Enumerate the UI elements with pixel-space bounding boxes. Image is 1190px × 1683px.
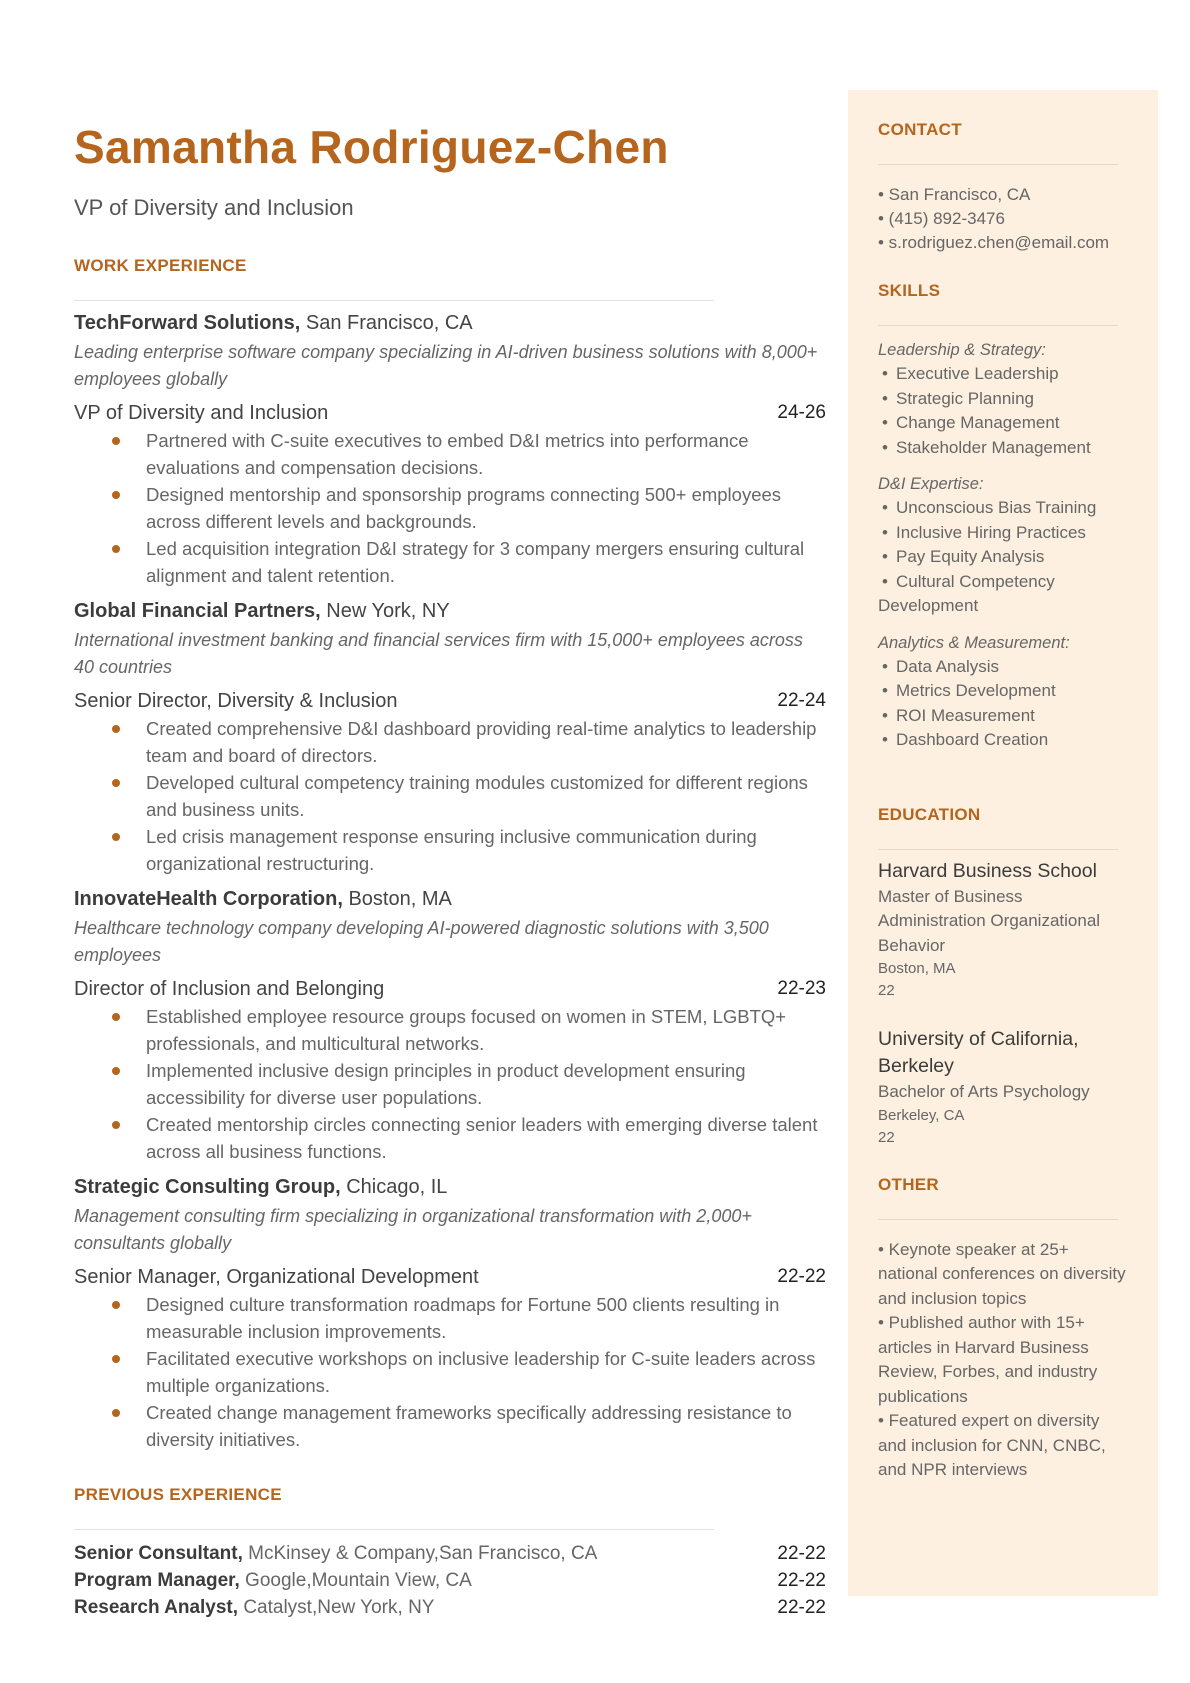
divider — [878, 164, 1118, 165]
job-entry — [74, 597, 826, 877]
skills-group — [878, 631, 1128, 753]
main-column — [74, 118, 826, 1621]
skill-text: Strategic Planning — [896, 388, 1034, 408]
achievement-text: Partnered with C-suite executives to embed D&I metrics into performance evaluations and compensation decisions. — [146, 430, 749, 478]
previous-experience-heading: PREVIOUS EXPERIENCE — [74, 1485, 282, 1504]
achievement-text: Created mentorship circles connecting senior leaders with emerging diverse talent across all business functions. — [146, 1114, 818, 1162]
achievement-list — [74, 1291, 826, 1453]
skill-item — [878, 521, 1128, 546]
school-location: Boston, MA — [878, 960, 956, 977]
skill-text: Inclusive Hiring Practices — [896, 522, 1086, 542]
company-description: Management consulting firm specializing in organizational transformation with 2,000+ consultants globally — [74, 1206, 752, 1253]
skill-text: Unconscious Bias Training — [896, 498, 1097, 517]
skills-heading: SKILLS — [878, 281, 941, 300]
degree: Bachelor of Arts Psychology — [878, 1082, 1090, 1101]
position-title: Director of Inclusion and Belonging — [74, 978, 385, 1000]
skill-text: Change Management — [896, 413, 1060, 432]
divider — [74, 1529, 714, 1530]
achievement-item — [74, 1291, 824, 1345]
achievement-list — [74, 427, 826, 589]
skill-text: Data Analysis — [896, 656, 999, 676]
company-name: InnovateHealth Corporation, — [74, 888, 343, 910]
achievement-text: Facilitated executive workshops on inclusive leadership for C-suite leaders across multiple organizations. — [146, 1348, 816, 1396]
school-location: Berkeley, CA — [878, 1106, 965, 1124]
position-dates: 22-24 — [777, 690, 826, 711]
skill-item — [878, 704, 1128, 729]
bullet-dot-icon — [112, 1013, 120, 1021]
achievement-text: Designed culture transformation roadmaps for Fortune 500 clients resulting in measurable inclusion improvements. — [146, 1294, 780, 1342]
achievement-text: Designed mentorship and sponsorship programs connecting 500+ employees across different levels and backgrounds. — [146, 484, 782, 532]
skill-category: Leadership & Strategy: — [878, 341, 1046, 359]
previous-dates: 22-22 — [777, 1597, 826, 1618]
bullet-dot-icon — [112, 1355, 120, 1363]
bullet-dot-icon — [112, 833, 120, 841]
bullet-glyph: • — [882, 522, 888, 542]
skill-item — [878, 655, 1128, 680]
previous-org: Catalyst,New York, NY — [238, 1597, 435, 1618]
achievement-text: Created comprehensive D&I dashboard providing real-time analytics to leadership team and board of directors. — [146, 718, 817, 766]
position-row — [74, 687, 826, 715]
skill-text: Executive Leadership — [896, 364, 1059, 383]
bullet-glyph: • — [882, 498, 888, 517]
company-name: TechForward Solutions, — [74, 312, 301, 334]
skill-item — [878, 679, 1128, 704]
skills-group — [878, 338, 1128, 460]
achievement-item — [74, 427, 824, 481]
company-line — [74, 885, 826, 913]
company-location: Chicago, IL — [340, 1176, 448, 1198]
achievement-item — [74, 1003, 824, 1057]
bullet-glyph: • — [882, 571, 888, 591]
company-line — [74, 309, 826, 337]
skill-item — [878, 545, 1128, 570]
bullet-glyph: • — [882, 413, 888, 432]
other-item: • Featured expert on diversity and inclusion for CNN, CNBC, and NPR interviews — [878, 1411, 1106, 1479]
achievement-list — [74, 1003, 826, 1165]
achievement-item — [74, 1111, 824, 1165]
position-title: VP of Diversity and Inclusion — [74, 402, 329, 424]
bullet-glyph: • — [882, 388, 888, 408]
previous-experience-row — [74, 1567, 826, 1594]
company-location: New York, NY — [320, 600, 450, 622]
bullet-glyph: • — [882, 547, 888, 566]
achievement-item — [74, 1345, 824, 1399]
previous-experience-row — [74, 1594, 826, 1621]
bullet-glyph: • — [882, 705, 888, 725]
graduation-year: 22 — [878, 1128, 895, 1146]
job-list — [74, 309, 826, 1453]
skill-item-continued: Development — [878, 596, 979, 615]
school-name: Harvard Business School — [878, 859, 1097, 882]
bullet-glyph: • — [882, 730, 888, 749]
position-row — [74, 399, 826, 427]
skill-text: ROI Measurement — [896, 705, 1035, 725]
divider — [74, 300, 714, 301]
bullet-dot-icon — [112, 1409, 120, 1417]
job-entry — [74, 309, 826, 589]
position-dates: 22-23 — [777, 978, 826, 999]
achievement-text: Led acquisition integration D&I strategy for 3 company mergers ensuring cultural alignment and talent retention. — [146, 538, 805, 586]
graduation-year: 22 — [878, 982, 895, 999]
previous-experience-row — [74, 1540, 826, 1567]
bullet-dot-icon — [112, 545, 120, 553]
skill-list — [878, 496, 1128, 619]
bullet-dot-icon — [112, 491, 120, 499]
bullet-glyph: • — [882, 364, 888, 383]
other-item: • Published author with 15+ articles in Harvard Business Review, Forbes, and industry publications — [878, 1313, 1098, 1406]
contact-email: • s.rodriguez.chen@email.com — [878, 233, 1110, 252]
position-row — [74, 975, 826, 1003]
contact-heading: CONTACT — [878, 120, 962, 139]
candidate-name: Samantha Rodriguez-Chen — [74, 121, 669, 173]
achievement-item — [74, 769, 824, 823]
work-experience-heading: WORK EXPERIENCE — [74, 256, 247, 275]
skill-item — [878, 496, 1128, 521]
skill-text: Dashboard Creation — [896, 730, 1049, 749]
skill-item — [878, 411, 1128, 436]
previous-org: McKinsey & Company,San Francisco, CA — [242, 1543, 598, 1564]
other-list — [878, 1238, 1128, 1483]
achievement-text: Developed cultural competency training modules customized for different regions and business units. — [146, 772, 808, 820]
position-dates: 22-22 — [777, 1266, 826, 1287]
education-entry — [878, 858, 1128, 1003]
contact-location: • San Francisco, CA — [878, 185, 1031, 204]
company-location: San Francisco, CA — [300, 312, 473, 334]
education-heading: EDUCATION — [878, 804, 981, 824]
bullet-dot-icon — [112, 1121, 120, 1129]
bullet-dot-icon — [112, 1067, 120, 1075]
skill-text: Metrics Development — [896, 681, 1056, 700]
skill-text: Pay Equity Analysis — [896, 547, 1045, 566]
bullet-glyph: • — [882, 437, 888, 457]
previous-org: Google,Mountain View, CA — [239, 1570, 472, 1591]
skill-item — [878, 728, 1128, 753]
company-location: Boston, MA — [342, 888, 452, 910]
skill-item — [878, 387, 1128, 412]
skills-group — [878, 472, 1128, 619]
other-item: • Keynote speaker at 25+ national conferences on diversity and inclusion topics — [878, 1239, 1126, 1308]
position-row — [74, 1263, 826, 1291]
degree: Master of Business Administration Organizational Behavior — [878, 886, 1101, 955]
achievement-text: Led crisis management response ensuring inclusive communication during organizational restructuring. — [146, 826, 757, 874]
sidebar — [848, 90, 1158, 1596]
school-name: University of California, Berkeley — [878, 1028, 1079, 1077]
other-heading: OTHER — [878, 1174, 939, 1194]
skill-list — [878, 655, 1128, 753]
skill-item — [878, 436, 1128, 461]
achievement-item — [74, 481, 824, 535]
position-title: Senior Manager, Organizational Development — [74, 1266, 479, 1288]
company-name: Strategic Consulting Group, — [74, 1176, 341, 1198]
skill-text: Cultural Competency — [896, 571, 1055, 591]
bullet-glyph: • — [882, 656, 888, 676]
achievement-item — [74, 823, 824, 877]
previous-title: Senior Consultant, — [74, 1543, 243, 1564]
bullet-glyph: • — [882, 681, 888, 700]
achievement-item — [74, 715, 824, 769]
previous-title: Program Manager, — [74, 1570, 240, 1591]
bullet-dot-icon — [112, 1301, 120, 1309]
previous-dates: 22-22 — [777, 1543, 826, 1564]
achievement-item — [74, 1057, 824, 1111]
achievement-item — [74, 535, 824, 589]
candidate-role: VP of Diversity and Inclusion — [74, 195, 354, 220]
job-entry — [74, 885, 826, 1165]
skill-text: Stakeholder Management — [896, 437, 1091, 457]
skill-category: Analytics & Measurement: — [878, 633, 1070, 652]
education-entry — [878, 1026, 1128, 1149]
company-description: Healthcare technology company developing AI-powered diagnostic solutions with 3,500 employees — [74, 918, 769, 965]
contact-phone: • (415) 892-3476 — [878, 209, 1005, 228]
previous-title: Research Analyst, — [74, 1597, 239, 1618]
company-name: Global Financial Partners, — [74, 600, 321, 622]
contact-list — [878, 183, 1128, 255]
bullet-dot-icon — [112, 437, 120, 445]
achievement-text: Implemented inclusive design principles in product development ensuring accessibility for diverse user populations. — [146, 1060, 746, 1108]
job-entry — [74, 1173, 826, 1453]
achievement-list — [74, 715, 826, 877]
skill-list — [878, 362, 1128, 460]
achievement-text: Created change management frameworks specifically addressing resistance to diversity initiatives. — [146, 1402, 792, 1450]
skill-item — [878, 570, 1128, 595]
company-line — [74, 1173, 826, 1201]
skill-item — [878, 362, 1128, 387]
divider — [878, 849, 1118, 850]
achievement-text: Established employee resource groups focused on women in STEM, LGBTQ+ professionals, and multicultural networks. — [146, 1006, 787, 1054]
previous-experience-list — [74, 1540, 826, 1621]
company-line — [74, 597, 826, 625]
bullet-dot-icon — [112, 725, 120, 733]
divider — [878, 1219, 1118, 1220]
divider — [878, 325, 1118, 326]
company-description: Leading enterprise software company specializing in AI-driven business solutions with 8,000+ employees globally — [74, 342, 818, 389]
achievement-item — [74, 1399, 824, 1453]
previous-dates: 22-22 — [777, 1570, 826, 1591]
company-description: International investment banking and financial services firm with 15,000+ employees across 40 countries — [74, 630, 803, 677]
skill-category: D&I Expertise: — [878, 475, 984, 493]
bullet-dot-icon — [112, 779, 120, 787]
position-dates: 24-26 — [777, 402, 826, 423]
position-title: Senior Director, Diversity & Inclusion — [74, 690, 398, 712]
